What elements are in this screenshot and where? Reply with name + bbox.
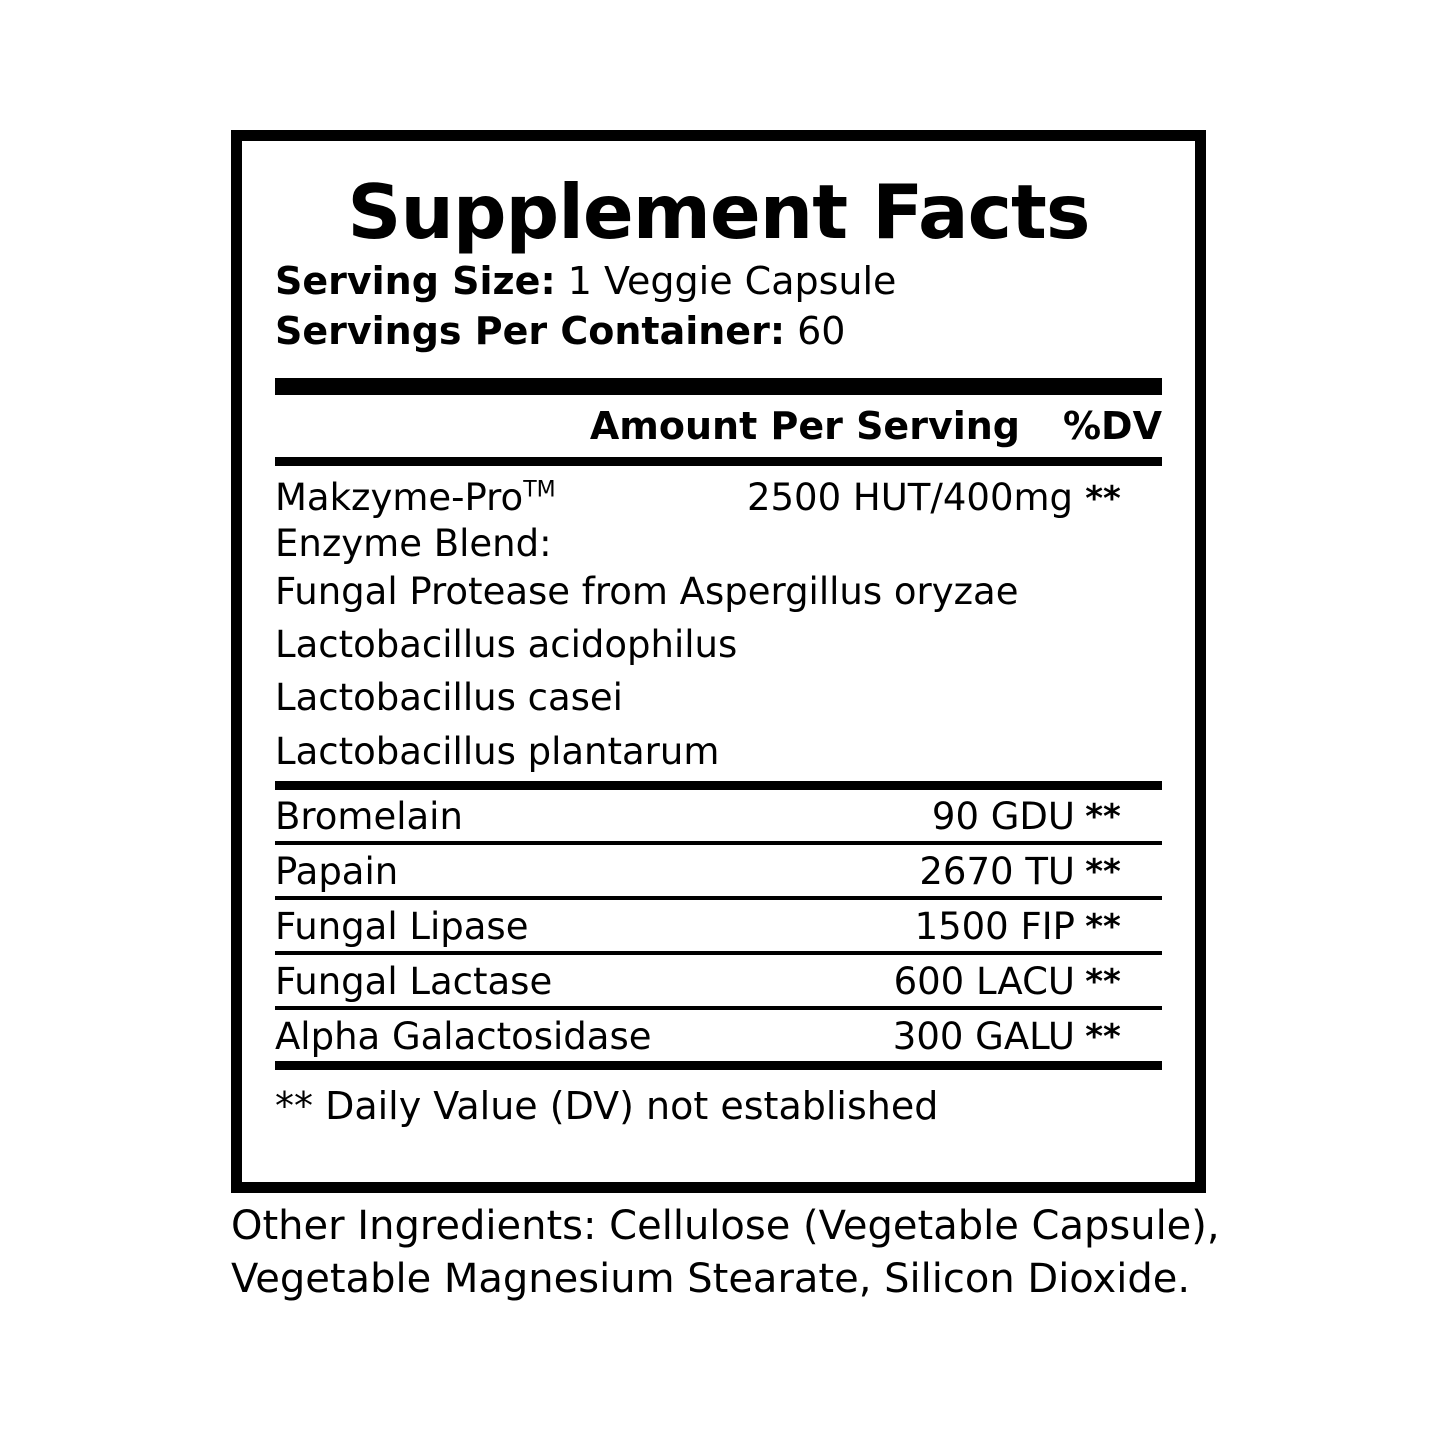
- nutrient-dv: **: [1085, 852, 1121, 893]
- blend-amount: 2500 HUT/400mg: [746, 476, 1074, 520]
- table-row: [275, 790, 1162, 841]
- nutrient-amount: 300 GALU: [892, 1015, 1075, 1059]
- trademark-symbol: TM: [523, 477, 556, 503]
- blend-ingredient: Lactobacillus plantarum: [275, 729, 720, 773]
- nutrient-dv: **: [1085, 1017, 1121, 1058]
- nutrient-amount: 600 LACU: [893, 960, 1075, 1004]
- nutrient-amount: 2670 TU: [919, 850, 1075, 894]
- other-ingredients: [231, 1200, 1241, 1306]
- nutrient-name: Alpha Galactosidase: [275, 1015, 652, 1059]
- serving-size-value: 1 Veggie Capsule: [567, 259, 897, 303]
- other-ingredients-line2: Vegetable Magnesium Stearate, Silicon Dioxide.: [231, 1256, 1191, 1303]
- nutrient-name: Fungal Lactase: [275, 960, 553, 1004]
- supplement-facts-panel: [231, 130, 1206, 1193]
- nutrient-name: Fungal Lipase: [275, 905, 529, 949]
- table-header-row: [275, 395, 1162, 457]
- nutrient-dv: **: [1085, 962, 1121, 1003]
- table-row: [275, 845, 1162, 896]
- table-row: [275, 1010, 1162, 1061]
- servings-per-container-value: 60: [797, 309, 846, 354]
- blend-top-row: [275, 474, 1162, 520]
- column-header-amount: Amount Per Serving: [589, 404, 1020, 449]
- serving-size-label: Serving Size:: [275, 259, 556, 303]
- divider-medium-blend-bottom: [275, 781, 1162, 790]
- nutrient-dv: **: [1085, 907, 1121, 948]
- nutrient-name: Bromelain: [275, 795, 463, 839]
- blend-dv: **: [1085, 479, 1121, 520]
- other-ingredients-line1: Other Ingredients: Cellulose (Vegetable Capsule),: [231, 1203, 1220, 1249]
- blend-ingredient: Lactobacillus casei: [275, 676, 623, 720]
- footnote: ** Daily Value (DV) not established: [275, 1084, 939, 1129]
- blend-ingredient: Fungal Protease from Aspergillus oryzae: [275, 569, 1019, 613]
- blend-name-line2: Enzyme Blend:: [275, 522, 552, 566]
- nutrient-amount: 90 GDU: [931, 795, 1075, 839]
- blend-name: Makzyme-Pro™: [275, 476, 556, 520]
- servings-per-container-label: Servings Per Container:: [275, 309, 786, 354]
- enzyme-blend-block: [275, 466, 1162, 781]
- nutrient-name: Papain: [275, 850, 399, 894]
- divider-medium-bottom: [275, 1061, 1162, 1070]
- table-row: [275, 955, 1162, 1006]
- blend-ingredient: Lactobacillus acidophilus: [275, 623, 738, 667]
- serving-size-line: [275, 256, 1162, 306]
- table-row: [275, 900, 1162, 951]
- nutrient-rows: [275, 790, 1162, 1061]
- servings-per-container-line: [275, 306, 1162, 356]
- column-header-dv: %DV: [1062, 404, 1162, 449]
- page-title: Supplement Facts: [347, 168, 1090, 256]
- divider-medium-header: [275, 457, 1162, 466]
- nutrient-dv: **: [1085, 797, 1121, 838]
- divider-thick-top: [275, 378, 1162, 395]
- nutrient-amount: 1500 FIP: [914, 905, 1075, 949]
